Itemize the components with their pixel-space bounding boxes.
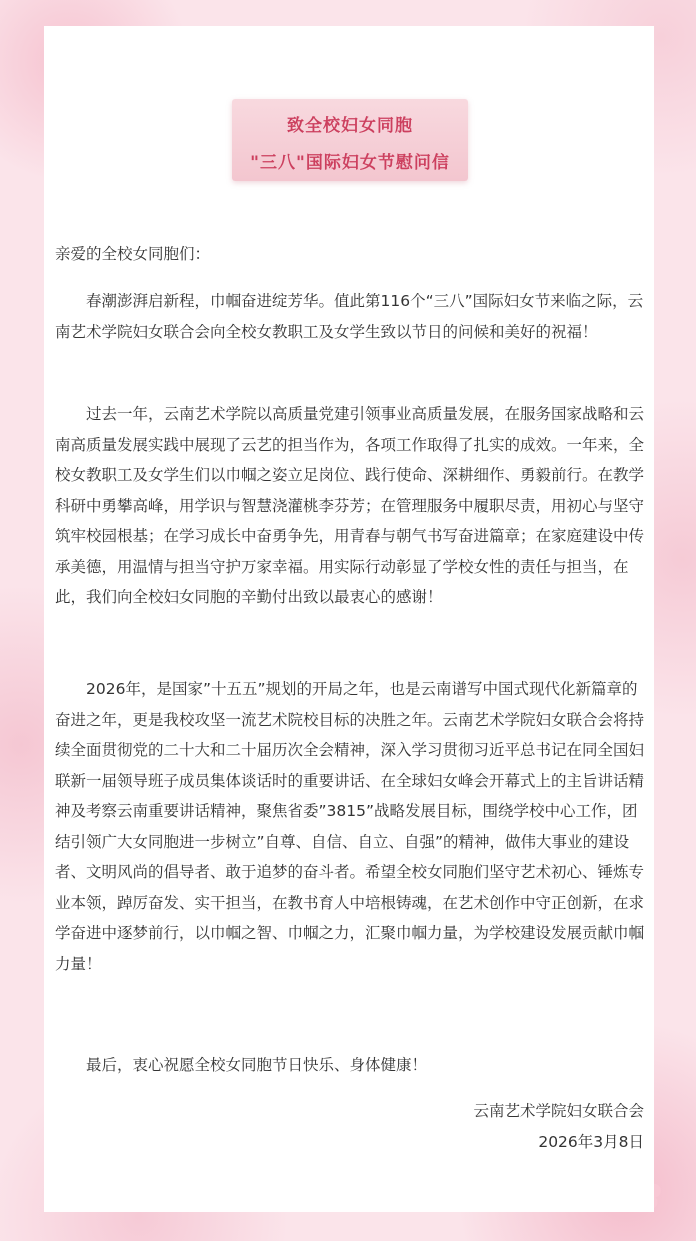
greeting: 亲爱的全校女同胞们： xyxy=(55,245,211,263)
paragraph-closing: 最后，衷心祝愿全校女同胞节日快乐、身体健康！ xyxy=(86,1056,428,1074)
signature-date: 2026年3月8日 xyxy=(538,1133,644,1151)
title-banner xyxy=(232,99,468,181)
paragraph-intro: 春潮澎湃启新程，巾帼奋进绽芳华。值此第116个“三八”国际妇女节来临之际，云南艺术学院妇女联合会向全校女教职工及女学生致以节日的问候和美好的祝福！ xyxy=(55,292,644,341)
paragraph-review: 过去一年，云南艺术学院以高质量党建引领事业高质量发展，在服务国家战略和云南高质量发展实践中展现了云艺的担当作为，各项工作取得了扎实的成效。一年来，全校女教职工及女学生们以巾帼之姿立足岗位、践行使命、深耕细作、勇毅前行。在教学科研中勇攀高峰，用学识与智慧浇灌桃李芬芳；在管理服务中履职尽责，用初心与坚守筑牢校园根基；在学习成长中奋勇争先，用青春与朝气书写奋进篇章；在家庭建设中传承美德，用温情与担当守护万家幸福。用实际行动彰显了学校女性的责任与担当，在此，我们向全校妇女同胞的辛勤付出致以最衷心的感谢！ xyxy=(55,405,645,606)
title-line-1: 致全校妇女同胞 xyxy=(287,116,413,136)
letter-paper xyxy=(44,26,654,1212)
title-line-2: "三八"国际妇女节慰问信 xyxy=(250,153,450,173)
paragraph-outlook: 2026年，是国家”十五五”规划的开局之年，也是云南谱写中国式现代化新篇章的奋进之年，更是我校攻坚一流艺术院校目标的决胜之年。云南艺术学院妇女联合会将持续全面贯彻党的二十大和二十届历次全会精神，深入学习贯彻习近平总书记在同全国妇联新一届领导班子成员集体谈话时的重要讲话、在全球妇女峰会开幕式上的主旨讲话精神及考察云南重要讲话精神，聚焦省委”3815”战略发展目标，围绕学校中心工作，团结引领广大女同胞进一步树立”自尊、自信、自立、自强”的精神，做伟大事业的建设者、文明风尚的倡导者、敢于追梦的奋斗者。希望全校女同胞们坚守艺术初心、锤炼专业本领，踔厉奋发、实干担当，在教书育人中培根铸魂，在艺术创作中守正创新，在求学奋进中逐梦前行，以巾帼之智、巾帼之力，汇聚巾帼力量，为学校建设发展贡献巾帼力量！ xyxy=(55,680,645,973)
signature-organization: 云南艺术学院妇女联合会 xyxy=(473,1102,644,1120)
